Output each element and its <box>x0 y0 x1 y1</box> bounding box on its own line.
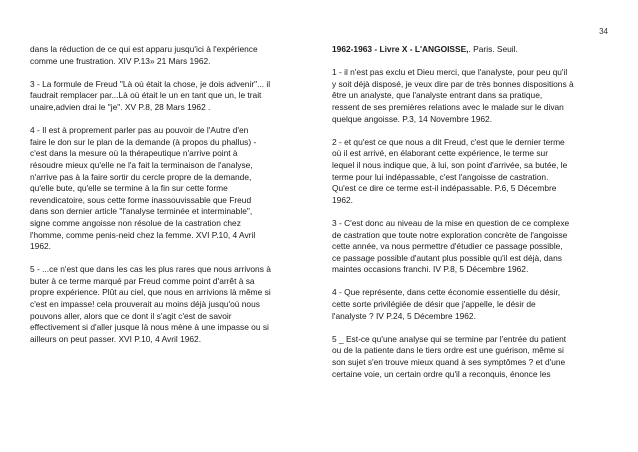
right-column <box>332 44 618 392</box>
text-line: buter à ce terme marqué par Freud comme point d'arrêt à sa <box>30 275 255 286</box>
text-line: ou de la patiente dans le tiers ordre est une guérison, même si <box>332 345 564 356</box>
section-heading <box>332 44 618 56</box>
text-line: y soit déjà disposé, je veux dire par de très bonnes dispositions à <box>332 78 574 89</box>
text-line: propre expérience. Plût au ciel, que nous en arrivions là même si <box>30 287 271 298</box>
left-column <box>30 44 315 357</box>
text-line: 4 - Que représente, dans cette économie essentielle du désir, <box>332 287 561 298</box>
text-line: 1 - il n'est pas exclu et Dieu merci, que l'analyste, pour peu qu'il <box>332 67 568 78</box>
text-line: faire le don sur le plan de la demande (à propos du phallus) - <box>30 136 257 147</box>
text-line: résoudre mieux qu'elle ne l'a fait la terminaison de l'analyse, <box>30 159 253 170</box>
text-line: unaire,advien drai le "je". XV P.8, 28 Mars 1962 . <box>30 101 211 112</box>
heading-title: 1962-1963 - Livre X - L'ANGOISSE, <box>332 44 469 54</box>
text-line: maintes occasions franchi. IV P.8, 5 Décembre 1962. <box>332 264 529 275</box>
text-line: c'est en impasse! cela prouverait au moins déjà jusqu'où nous <box>30 299 260 310</box>
heading-publisher: . Paris. Seuil. <box>468 44 518 54</box>
text-line: Qu'est ce dire ce terme est-il indépassable. P.6, 5 Décembre <box>332 183 557 194</box>
text-line: l'analyste ? IV P.24, 5 Décembre 1962. <box>332 310 476 321</box>
text-line: de castration que toute notre exploration concrète de l'angoisse <box>332 229 568 240</box>
text-line: quelque angoisse. P.3, 14 Novembre 1962. <box>332 113 493 124</box>
text-line: certaine voie, un certain ordre qu'il a reconquis, énonce les <box>332 368 551 379</box>
paragraph <box>332 67 618 125</box>
paragraph <box>30 44 315 67</box>
text-line: 1962. <box>30 241 51 252</box>
text-line: pouvons aller, alors que ce dont il s'agit c'est de savoir <box>30 310 232 321</box>
text-line: faudrait remplacer par...Là où était le un en tant que un, le trait <box>30 90 262 101</box>
text-line: revendicatoire, sous cette forme inassouvissable que Freud <box>30 194 252 205</box>
page-number: 34 <box>599 27 608 36</box>
paragraph <box>332 218 618 276</box>
text-line: terme pour lui indépassable, c'est l'angoisse de castration. <box>332 171 549 182</box>
text-line: 5 _ Est-ce qu'une analyse qui se termine par l'entrée du patient <box>332 333 567 344</box>
text-line: 4 - Il est à proprement parler pas au pouvoir de l'Autre d'en <box>30 125 249 136</box>
text-line: 3 - C'est donc au niveau de la mise en question de ce complexe <box>332 217 570 228</box>
text-line: 3 - La formule de Freud "Là où était la chose, je dois advenir"... il <box>30 78 271 89</box>
text-line: n'arrive pas à la faire sortir du cercle propre de la demande, <box>30 171 252 182</box>
paragraph <box>332 287 618 322</box>
paragraph <box>30 264 315 345</box>
text-line: où il est arrivé, en élaborant cette expérience, le terme sur <box>332 148 548 159</box>
text-line: effectivement si d'aller jusque là nous mène à une impasse ou si <box>30 322 269 333</box>
text-line: cette sorte privilégiée de désir que j'appelle, le désir de <box>332 299 536 310</box>
text-line: 1962. <box>332 194 353 205</box>
text-line: comme une frustration. XIV P.13» 21 Mars 1962. <box>30 55 211 66</box>
text-line: 2 - et qu'est ce que nous a dit Freud, c'est que le dernier terme <box>332 136 565 147</box>
text-line: dans la réduction de ce qui est apparu jusqu'ici à l'expérience <box>30 44 258 54</box>
paragraph <box>30 79 315 114</box>
text-line: ailleurs on peut passer. XVI P.10, 4 Avril 1962. <box>30 333 202 344</box>
right-column-body <box>332 67 618 380</box>
text-line: signe comme angoisse non résolue de la castration chez <box>30 217 241 228</box>
text-line: être un analyste, que l'analyste entrant dans sa pratique, <box>332 90 543 101</box>
paragraph <box>30 125 315 253</box>
text-line: ce passage possible d'autant plus possible qu'il est déjà, dans <box>332 252 562 263</box>
text-line: l'homme, comme penis-neid chez la femme. XVI P.10, 4 Avril <box>30 229 256 240</box>
text-line: 5 - ...ce n'est que dans les cas les plus rares que nous arrivons à <box>30 264 271 275</box>
text-line: cette année, va nous permettre d'étudier ce passage possible, <box>332 241 563 252</box>
text-line: c'est dans la mesure où la thérapeutique n'arrive point à <box>30 148 238 159</box>
text-line: lequel il nous indique que, à lui, son point d'arrivée, sa butée, le <box>332 159 568 170</box>
text-line: son sujet s'en trouve mieux quand à ses symptômes ? et d'une <box>332 357 566 368</box>
paragraph <box>332 137 618 207</box>
text-line: dans son dernier article "l'analyse terminée et interminable", <box>30 206 253 217</box>
paragraph <box>332 334 618 380</box>
text-line: qu'elle bute, qu'elle se termine à la fin sur cette forme <box>30 183 228 194</box>
text-line: ressent de ses premières relations avec le malade sur le divan <box>332 101 564 112</box>
